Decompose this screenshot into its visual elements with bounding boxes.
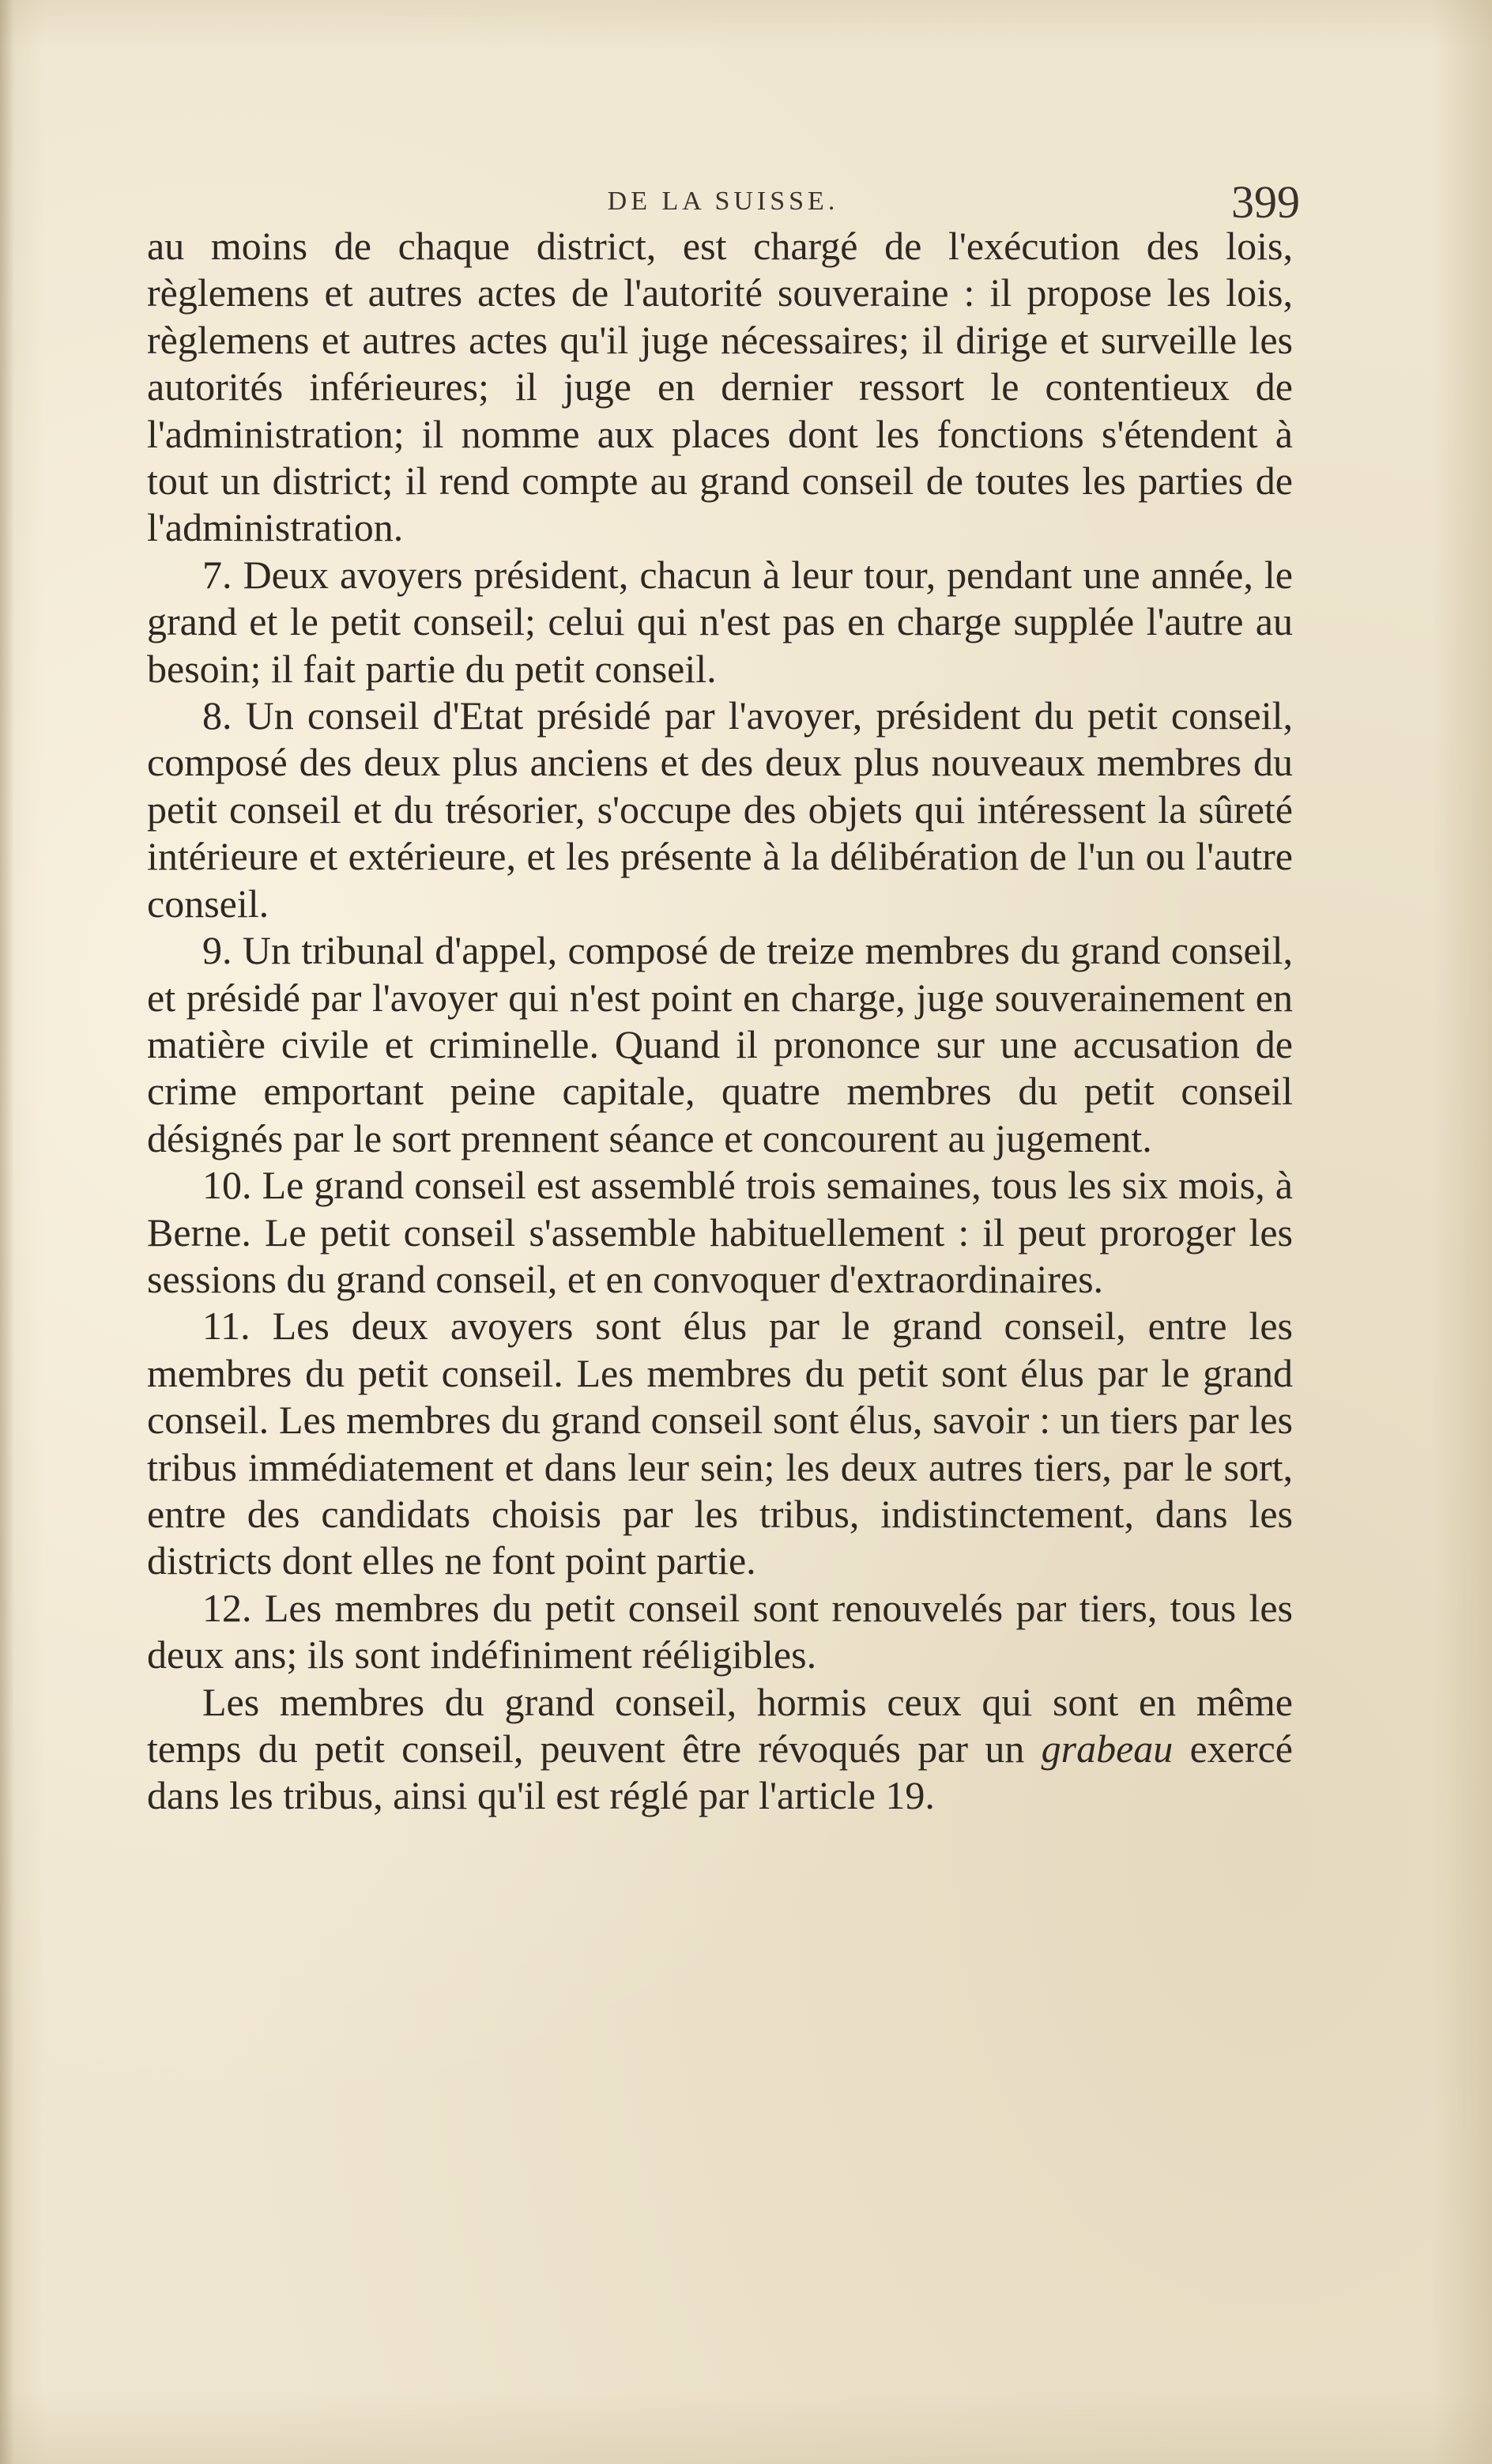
article-number: 12.: [202, 1585, 252, 1630]
article-number: 11.: [202, 1304, 251, 1349]
article-12: [147, 1585, 1293, 1679]
paragraph-text: Le grand conseil est assemblé trois semaines, tous les six mois, à Berne. Le petit conseil s'assemble habituellement : il peut proroger les sessions du grand conseil, et en convoquer d'extraordinaires.: [147, 1163, 1293, 1301]
page-gutter-shadow: [0, 0, 14, 2464]
article-10: [147, 1162, 1293, 1303]
paragraph-text-after: exercé dans les tribus, ainsi qu'il est réglé par l'article 19.: [147, 1726, 1293, 1818]
article-11: [147, 1303, 1293, 1584]
paragraph-text: Un conseil d'Etat présidé par l'avoyer, président du petit conseil, composé des deux plus anciens et des deux plus nouveaux membres du petit conseil et du trésorier, s'occupe des objets qui intéressent la sûreté intérieure et extérieure, et les présente à la délibération de l'un ou l'autre conseil.: [147, 693, 1293, 926]
article-number: 9.: [202, 928, 232, 973]
paragraph-revocation: [147, 1679, 1293, 1820]
emphasized-term: grabeau: [1041, 1726, 1174, 1771]
paragraph-text: Un tribunal d'appel, composé de treize membres du grand conseil, et présidé par l'avoyer qui n'est point en charge, juge souverainement en matière civile et criminelle. Quand il prononce sur une accusation de crime emportant peine capitale, quatre membres du petit conseil désignés par le sort prennent séance et concourent au jugement.: [147, 928, 1293, 1160]
paragraph-continuation: [147, 223, 1293, 552]
running-header: [146, 175, 1300, 228]
paragraph-text-before: Les membres du grand conseil, hormis ceux qui sont en même temps du petit conseil, peuvent être révoqués par un: [147, 1679, 1293, 1771]
paragraph-text: Deux avoyers président, chacun à leur tour, pendant une année, le grand et le petit conseil; celui qui n'est pas en charge supplée l'autre au besoin; il fait partie du petit conseil.: [147, 552, 1294, 691]
page-number: 399: [1231, 176, 1300, 228]
article-7: [147, 552, 1293, 692]
paragraph-text: au moins de chaque district, est chargé de l'exécution des lois, règlemens et autres actes de l'autorité souveraine : il propose les lois, règlemens et autres actes qu'il juge nécessaires; il dirige et surveille les autorités inférieures; il juge en dernier ressort le contentieux de l'administration; il nomme aux places dont les fonctions s'étendent à tout un district; il rend compte au grand conseil de toutes les parties de l'administration.: [147, 224, 1293, 550]
article-number: 10.: [202, 1163, 252, 1208]
article-number: 8.: [202, 693, 232, 738]
running-title: DE LA SUISSE.: [607, 187, 839, 216]
body-text: [147, 223, 1293, 1820]
paragraph-text: Les deux avoyers sont élus par le grand conseil, entre les membres du petit conseil. Les membres du petit sont élus par le grand conseil. Les membres du grand conseil sont élus, savoir : un tiers par les tribus immédiatement et dans leur sein; les deux autres tiers, par le sort, entre des candidats choisis par les tribus, indistinctement, dans les districts dont elles ne font point partie.: [147, 1304, 1294, 1583]
article-8: [147, 692, 1293, 927]
article-number: 7.: [202, 552, 232, 597]
paragraph-text: Les membres du petit conseil sont renouvelés par tiers, tous les deux ans; ils sont indéfiniment rééligibles.: [147, 1585, 1293, 1677]
article-9: [147, 927, 1293, 1162]
